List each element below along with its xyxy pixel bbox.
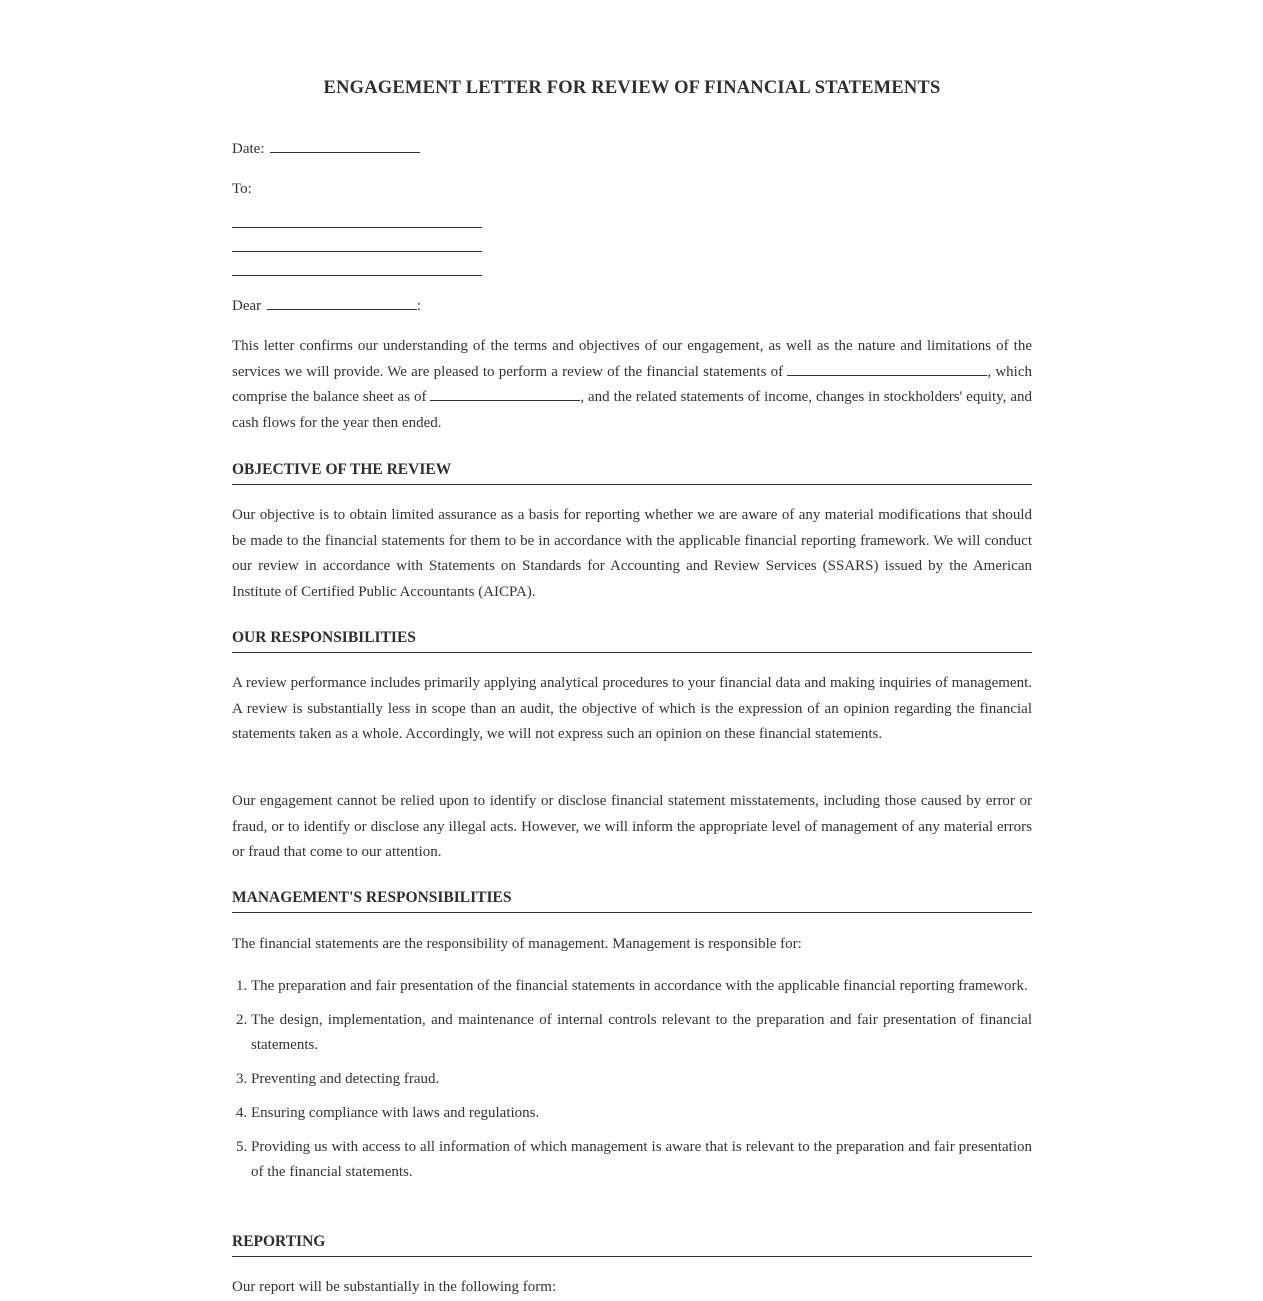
- balance-sheet-date-blank-field[interactable]: [430, 386, 580, 401]
- management-intro: The financial statements are the responsibility of management. Management is responsible for:: [232, 936, 802, 952]
- reporting-heading: REPORTING: [232, 1233, 1032, 1257]
- client-name-blank-field[interactable]: [787, 361, 987, 376]
- intro-text-3: , and the related statements of income, changes in stockholders' equity, and cash flows for the year then ended.: [232, 389, 1032, 432]
- document-title: ENGAGEMENT LETTER FOR REVIEW OF FINANCIAL STATEMENTS: [323, 78, 941, 98]
- objective-paragraph: Our objective is to obtain limited assurance as a basis for reporting whether we are aware of any material modifications that should be made to the financial statements for them to be in accordance with the applicable financial reporting framework. We will conduct our review in accordance with Statements on Standards for Accounting and Review Services (SSARS) issued by the American Institute of Certified Public Accountants (AICPA).: [232, 507, 1032, 601]
- list-item: 5. Providing us with access to all information of which management is aware that is relevant to the preparation and fair presentation of the financial statements.: [251, 1135, 1032, 1186]
- list-item: 4. Ensuring compliance with laws and regulations.: [251, 1101, 1032, 1127]
- list-item: 1. The preparation and fair presentation of the financial statements in accordance with the applicable financial reporting framework.: [251, 974, 1032, 1000]
- date-label: Date:: [232, 141, 265, 157]
- list-item: 2. The design, implementation, and maintenance of internal controls relevant to the preparation and fair presentation of financial statements.: [251, 1008, 1032, 1059]
- reporting-intro: Our report will be substantially in the following form:: [232, 1279, 557, 1295]
- salutation-blank-field[interactable]: [267, 295, 417, 310]
- salutation-colon: :: [416, 298, 422, 314]
- management-responsibilities-list: [232, 974, 1032, 1194]
- intro-paragraph: [232, 334, 1032, 437]
- address-blank-line-3[interactable]: [232, 275, 482, 276]
- management-heading: MANAGEMENT'S RESPONSIBILITIES: [232, 889, 1032, 913]
- date-row: [232, 138, 420, 158]
- date-blank-field[interactable]: [270, 138, 420, 153]
- responsibilities-heading: OUR RESPONSIBILITIES: [232, 629, 1032, 653]
- address-blank-line-2[interactable]: [232, 251, 482, 252]
- intro-text-2: , which comprise the balance sheet as of: [232, 363, 1032, 406]
- intro-text-1: This letter confirms our understanding of the terms and objectives of our engagement, as well as the nature and limitations of the services we will provide. We are pleased to perform a review of the financial statements of: [232, 338, 1032, 380]
- dear-label: Dear: [232, 298, 262, 314]
- responsibilities-paragraph-2: Our engagement cannot be relied upon to identify or disclose financial statement misstatements, including those caused by error or fraud, or to identify or disclose any illegal acts. However, we will inform the appropriate level of management of any material errors or fraud that come to our attention.: [232, 793, 1032, 861]
- responsibilities-paragraph-1: A review performance includes primarily applying analytical procedures to your financial data and making inquiries of management. A review is substantially less in scope than an audit, the objective of which is the expression of an opinion regarding the financial statements taken as a whole. Accordingly, we will not express such an opinion on these financial statements.: [232, 675, 1032, 743]
- salutation-row: [232, 295, 421, 315]
- list-item: 3. Preventing and detecting fraud.: [251, 1067, 1032, 1093]
- objective-heading: OBJECTIVE OF THE REVIEW: [232, 461, 1032, 485]
- address-blank-line-1[interactable]: [232, 227, 482, 228]
- to-label: To:: [232, 181, 252, 197]
